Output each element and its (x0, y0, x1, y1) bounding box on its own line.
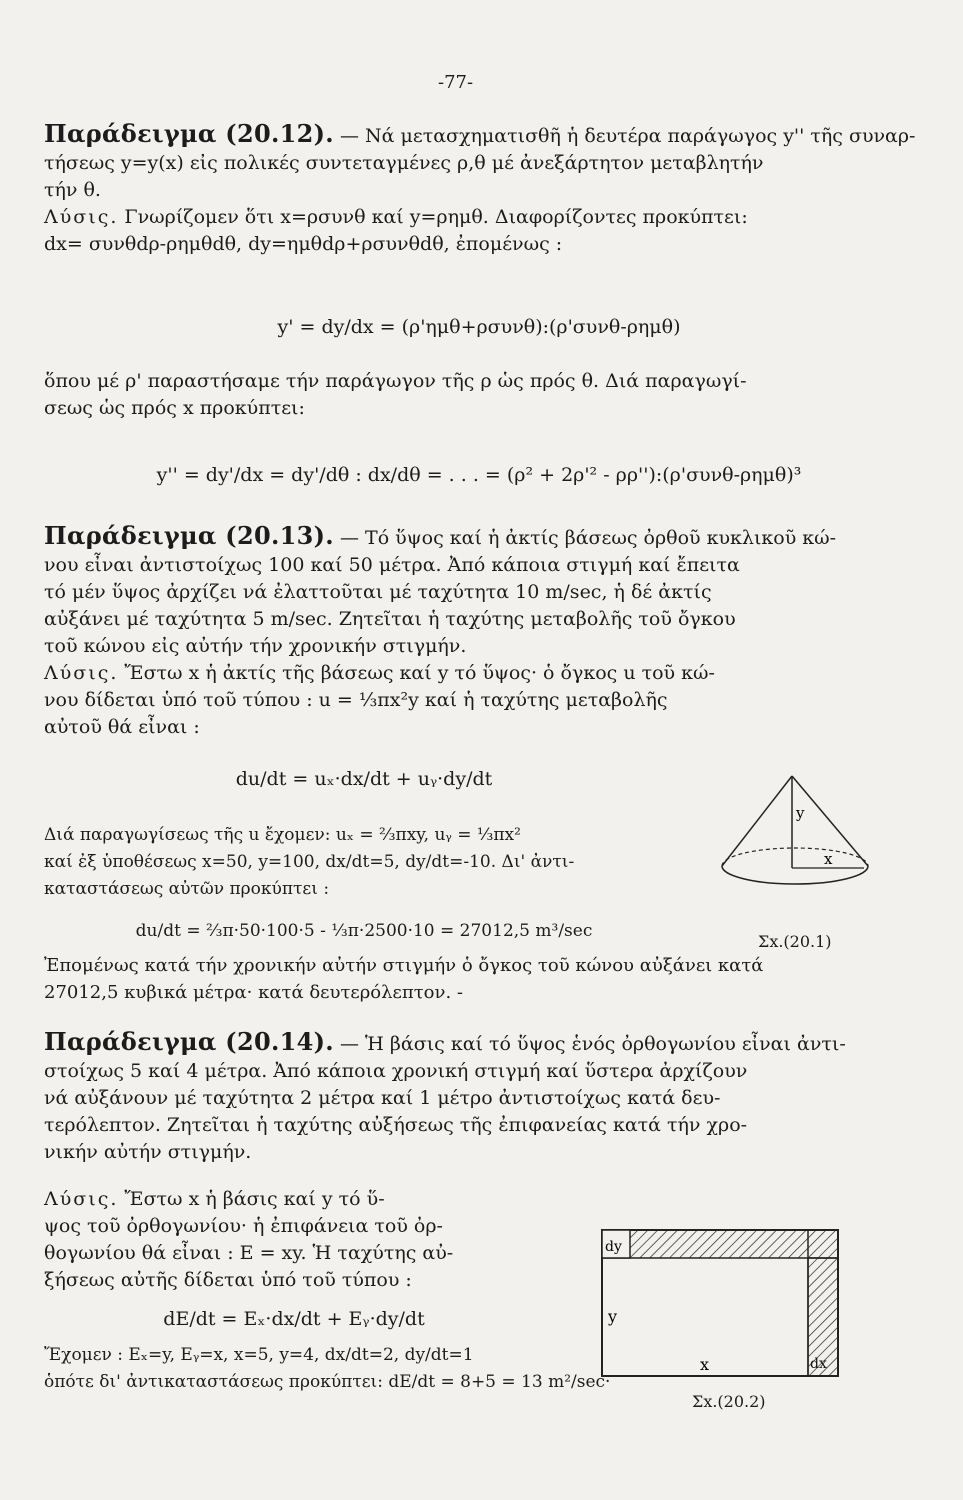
page-number: -77- (438, 72, 474, 93)
ex14-text-1: στοίχως 5 καί 4 μέτρα. Ἀπό κάποια χρονική στιγμή καί ὕστερα ἀρχίζουν (44, 1060, 748, 1082)
ex12-line-1: Παράδειγμα (20.12). — Νά μετασχηματισθῆ ἡ δευτέρα παράγωγος y'' τῆς συναρ- (44, 119, 916, 148)
ex12-solution-label: Λύσις. (44, 206, 119, 228)
ex12-after-1: σεως ὡς πρός x προκύπτει: (44, 397, 305, 419)
ex14-sol (44, 1186, 564, 1294)
ex12-after-0: ὅπου μέ ρ' παραστήσαμε τήν παράγωγον τῆς ρ ὡς πρός θ. Διά παραγωγί- (44, 370, 747, 392)
ex12-eq1: y' = dy/dx = (ρ'ημθ+ρσυνθ):(ρ'συνθ-ρημθ) (277, 316, 681, 338)
ex14-end (44, 1342, 611, 1396)
ex12-eq2-wrap (44, 462, 914, 489)
ex14-solution-label: Λύσις. (44, 1188, 119, 1210)
ex14-sol-1: ψος τοῦ ὀρθογωνίου· ἡ ἐπιφάνεια τοῦ ὀρ- (44, 1215, 443, 1237)
ex13-end-0: Ἐπομένως κατά τήν χρονικήν αὐτήν στιγμήν ὁ ὄγκος τοῦ κώνου αὐξάνει κατά (44, 955, 764, 976)
ex13-text-4: τοῦ κώνου εἰς αὐτήν τήν χρονικήν στιγμήν. (44, 635, 467, 657)
ex12-text-1: τήσεως y=y(x) εἰς πολικές συντεταγμένες ρ,θ μέ ἀνεξάρτητον μεταβλητήν (44, 152, 764, 174)
ex13-heading: Παράδειγμα (20.13). (44, 521, 334, 550)
cone-label-y: y (796, 804, 805, 822)
ex14-eq1: dE/dt = Eₓ·dx/dt + Eᵧ·dy/dt (163, 1308, 425, 1330)
ex13-mid-0: Διά παραγωγίσεως τῆς u ἔχομεν: uₓ = ⅔πxy, uᵧ = ⅓πx² (44, 825, 521, 845)
ex13-eq1: du/dt = uₓ·dx/dt + uᵧ·dy/dt (235, 768, 493, 790)
ex14-text-3: τερόλεπτον. Ζητεῖται ἡ ταχύτης αὐξήσεως τῆς ἐπιφανείας κατά τήν χρο- (44, 1114, 748, 1136)
ex12-text-0: Νά μετασχηματισθῆ ἡ δευτέρα παράγωγος y'' τῆς συναρ- (365, 125, 916, 147)
ex14-sol-2: θογωνίου θά εἶναι : E = xy. Ἡ ταχύτης αὐ- (44, 1242, 454, 1264)
ex13-text-2: τό μέν ὕψος ἀρχίζει νά ἐλαττοῦται μέ ταχύτητα 10 m/sec, ἡ δέ ἀκτίς (44, 581, 712, 603)
figure-caption-20-1: Σx.(20.1) (758, 932, 832, 951)
cone-figure (712, 772, 882, 912)
ex14-text-2: νά αὐξάνουν μέ ταχύτητα 2 μέτρα καί 1 μέτρο ἀντιστοίχως κατά δευ- (44, 1087, 721, 1109)
ex13-mid-2: καταστάσεως αὐτῶν προκύπτει : (44, 879, 330, 899)
ex12-text-2: τήν θ. (44, 179, 101, 201)
ex14-text-0: Ἡ βάσις καί τό ὕψος ἑνός ὀρθογωνίου εἶναι ἀντι- (365, 1033, 846, 1055)
ex13-end-1: 27012,5 κυβικά μέτρα· κατά δευτερόλεπτον. - (44, 982, 463, 1003)
ex13-text-0: Τό ὕψος καί ἡ ἀκτίς βάσεως ὀρθοῦ κυκλικοῦ κώ- (365, 527, 837, 549)
ex12-after (44, 368, 914, 422)
cone-label-x: x (824, 850, 833, 868)
ex14-text-4: νικήν αὐτήν στιγμήν. (44, 1141, 252, 1163)
example-20-12 (44, 120, 914, 258)
ex14-have: Ἔχομεν : Eₓ=y, Eᵧ=x, x=5, y=4, dx/dt=2, dy/dt=1 (44, 1345, 474, 1365)
ex14-line-1: Παράδειγμα (20.14). — Ἡ βάσις καί τό ὕψος ἑνός ὀρθογωνίου εἶναι ἀντι- (44, 1027, 846, 1056)
ex13-eq1-wrap (44, 766, 684, 793)
ex13-eq2: du/dt = ⅔π·50·100·5 - ⅓π·2500·10 = 27012,5 m³/sec (135, 921, 593, 941)
ex14-final: ὁπότε δι' ἀντικαταστάσεως προκύπτει: dE/dt = 8+5 = 13 m²/sec· (44, 1372, 611, 1392)
ex13-solution-label: Λύσις. (44, 662, 119, 684)
ex14-solution-line (44, 1186, 564, 1213)
rectangle-figure (596, 1222, 852, 1382)
ex12-solution-line (44, 204, 914, 231)
rect-label-dy: dy (605, 1239, 622, 1255)
rect-label-y: y (608, 1307, 618, 1326)
ex13-end (44, 952, 914, 1006)
figure-caption-20-2: Σx.(20.2) (692, 1392, 766, 1411)
ex14-eq1-wrap (44, 1306, 544, 1333)
ex12-sol-0: Γνωρίζομεν ὅτι x=ρσυνθ καί y=ρημθ. Διαφορίζοντες προκύπτει: (124, 206, 748, 228)
ex14-sol-0: Ἔστω x ἡ βάσις καί y τό ὕ- (124, 1188, 385, 1210)
ex13-text-3: αὐξάνει μέ ταχύτητα 5 m/sec. Ζητεῖται ἡ ταχύτης μεταβολῆς τοῦ ὄγκου (44, 608, 736, 630)
rect-label-dx: dx (810, 1356, 827, 1372)
ex13-mid (44, 822, 694, 903)
ex13-mid-1: καί ἐξ ὑποθέσεως x=50, y=100, dx/dt=5, dy/dt=-10. Δι' ἀντι- (44, 852, 575, 872)
ex13-sol-2: αὐτοῦ θά εἶναι : (44, 716, 200, 738)
ex13-sol-0: Ἔστω x ἡ ἀκτίς τῆς βάσεως καί y τό ὕψος· ὁ ὄγκος u τοῦ κώ- (124, 662, 715, 684)
ex13-solution-line (44, 660, 914, 687)
ex14-heading: Παράδειγμα (20.14). (44, 1027, 334, 1056)
example-20-14 (44, 1028, 914, 1166)
ex12-eq1-wrap (44, 314, 914, 341)
ex13-sol-1: νου δίδεται ὑπό τοῦ τύπου : u = ⅓πx²y καί ἡ ταχύτης μεταβολῆς (44, 689, 668, 711)
ex13-eq2-wrap (44, 918, 684, 945)
rect-label-x: x (700, 1355, 710, 1374)
example-20-13 (44, 522, 914, 741)
ex12-eq2: y'' = dy'/dx = dy'/dθ : dx/dθ = . . . = (ρ² + 2ρ'² - ρρ''):(ρ'συνθ-ρημθ)³ (156, 464, 802, 486)
ex13-text-1: νου εἶναι ἀντιστοίχως 100 καί 50 μέτρα. Ἀπό κάποια στιγμή καί ἔπειτα (44, 554, 740, 576)
ex12-sol-1: dx= συνθdρ-ρημθdθ, dy=ημθdρ+ρσυνθdθ, ἐπομένως : (44, 233, 563, 255)
ex14-sol-3: ξήσεως αὐτῆς δίδεται ὑπό τοῦ τύπου : (44, 1269, 412, 1291)
ex13-line-1: Παράδειγμα (20.13). — Τό ὕψος καί ἡ ἀκτίς βάσεως ὀρθοῦ κυκλικοῦ κώ- (44, 521, 837, 550)
ex12-heading: Παράδειγμα (20.12). (44, 119, 334, 148)
